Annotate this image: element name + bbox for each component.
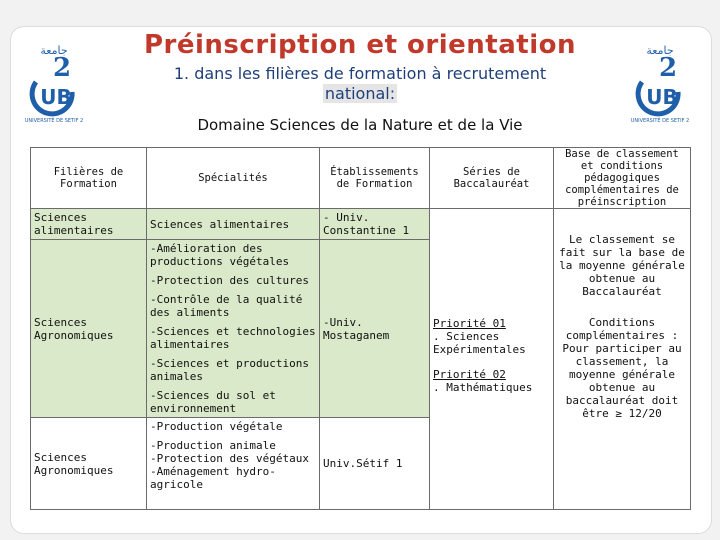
specialite-item: -Protection des cultures bbox=[150, 274, 309, 287]
header-base-classement: Base de classement et conditions pédagogiques complémentaires de préinscription bbox=[554, 148, 691, 209]
specialite-item: -Production animale bbox=[150, 439, 276, 452]
header-etablissements: Établissements de Formation bbox=[320, 148, 430, 209]
logo-arabic-text: جامعة bbox=[646, 44, 674, 57]
slide-title: Préinscription et orientation bbox=[144, 30, 576, 60]
specialite-item: -Aménagement hydro-agricole bbox=[150, 465, 276, 491]
specialite-cell: Sciences alimentaires bbox=[147, 209, 320, 240]
logo-caption: UNIVERSITÉ DE SETIF 2 bbox=[24, 118, 84, 124]
priority-1-label: Priorité 01 bbox=[433, 317, 506, 330]
specialite-item: -Sciences du sol et environnement bbox=[150, 389, 276, 415]
conditions-text: Conditions complémentaires : Pour participer au classement, la moyenne générale obtenue au baccalauréat doit être ≥ 12/20 bbox=[562, 316, 682, 420]
logo-letters: UB bbox=[646, 85, 678, 109]
filiere-cell: Sciences Agronomiques bbox=[31, 418, 147, 510]
logo-caption: UNIVERSITÉ DE SETIF 2 bbox=[630, 118, 690, 124]
etablissement-cell: -Univ. Mostaganem bbox=[320, 240, 430, 418]
base-classement-text: Le classement se fait sur la base de la moyenne générale obtenue au Baccalauréat bbox=[559, 233, 685, 298]
header-filieres: Filières de Formation bbox=[31, 148, 147, 209]
filiere-cell: Sciences alimentaires bbox=[31, 209, 147, 240]
orientation-table bbox=[30, 147, 691, 510]
header-series: Séries de Baccalauréat bbox=[430, 148, 554, 209]
subtitle-line-1: 1. dans les filières de formation à recrutement bbox=[173, 64, 547, 83]
specialites-cell bbox=[147, 240, 320, 418]
series-cell bbox=[430, 209, 554, 510]
priority-2-label: Priorité 02 bbox=[433, 368, 506, 381]
slide-subtitle bbox=[110, 64, 610, 104]
etablissement-cell: Univ.Sétif 1 bbox=[320, 418, 430, 510]
etablissement-cell: - Univ. Constantine 1 bbox=[320, 209, 430, 240]
logo-arabic-text: جامعة bbox=[40, 44, 68, 57]
specialite-item: -Sciences et technologies alimentaires bbox=[150, 325, 316, 351]
filiere-cell: Sciences Agronomiques bbox=[31, 240, 147, 418]
specialite-item: -Sciences et productions animales bbox=[150, 357, 309, 383]
subtitle-line-2: national: bbox=[324, 84, 396, 103]
specialites-cell bbox=[147, 418, 320, 510]
specialite-item: -Protection des végétaux bbox=[150, 452, 309, 465]
logo-number: 2 bbox=[52, 53, 72, 83]
priority-2-value: . Mathématiques bbox=[433, 381, 533, 394]
logo-letters: UB bbox=[40, 85, 72, 109]
logo-number: 2 bbox=[658, 53, 678, 83]
table-row bbox=[31, 209, 691, 240]
specialite-item: -Production végétale bbox=[150, 420, 283, 433]
specialite-item: -Amélioration des productions végétales bbox=[150, 242, 290, 268]
header-specialites: Spécialités bbox=[147, 148, 320, 209]
specialite-item: -Contrôle de la qualité des aliments bbox=[150, 293, 303, 319]
base-classement-cell bbox=[554, 209, 691, 510]
table-header-row bbox=[31, 148, 691, 209]
domain-heading: Domaine Sciences de la Nature et de la Vie bbox=[197, 116, 523, 134]
priority-1-value: . Sciences Expérimentales bbox=[433, 330, 526, 356]
